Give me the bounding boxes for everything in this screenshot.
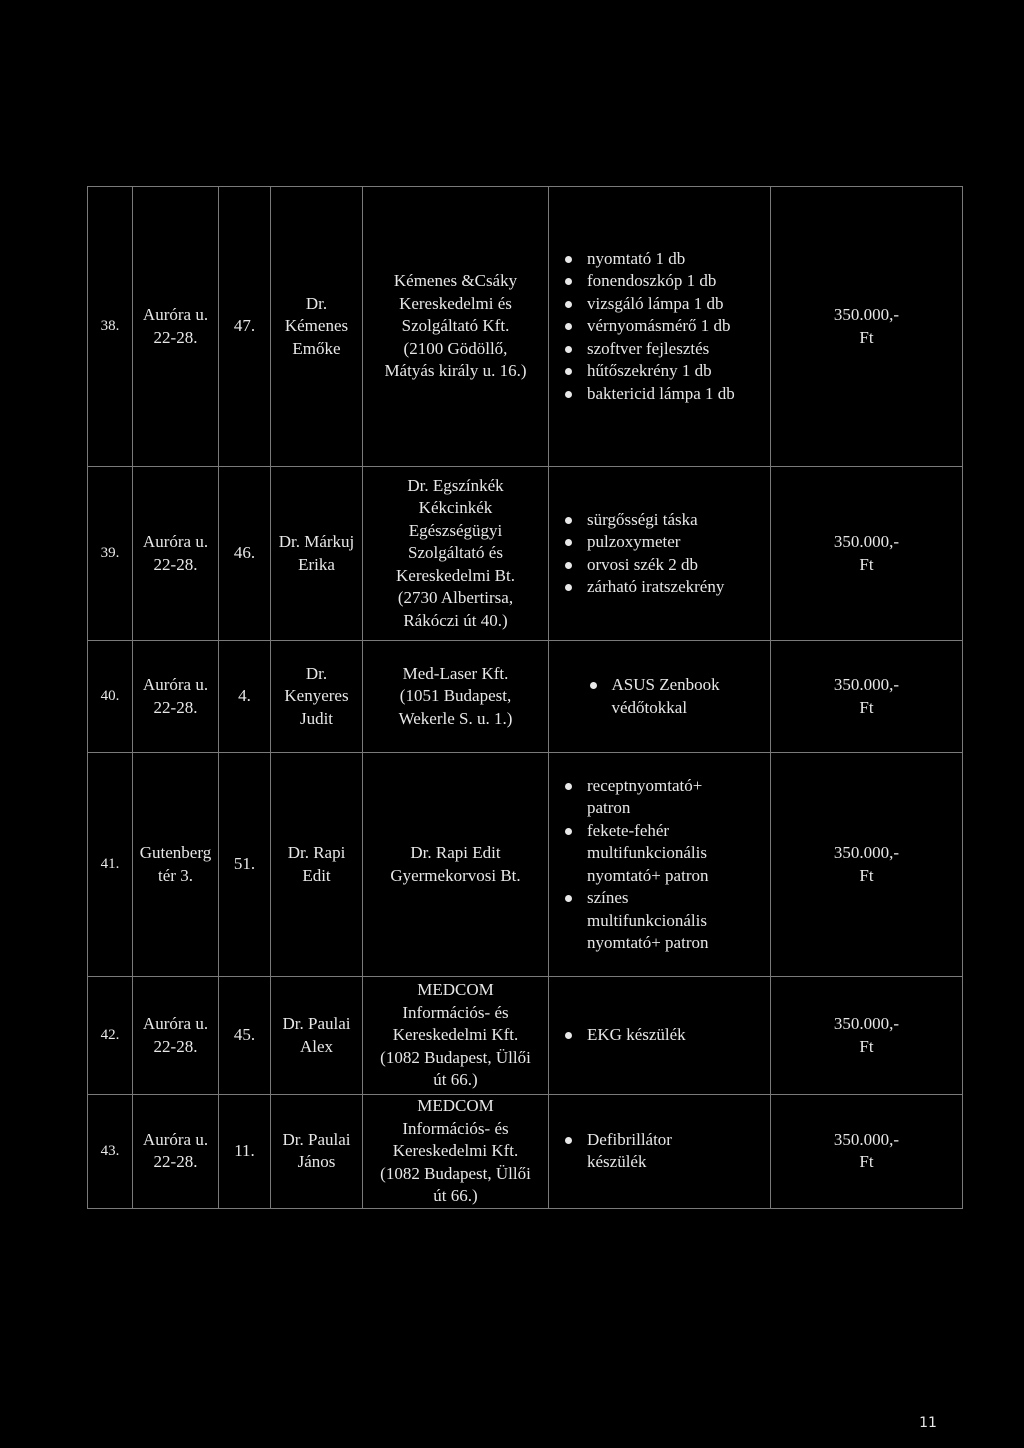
company-line: Információs- és bbox=[402, 1002, 509, 1022]
amount-line: 350.000,- bbox=[833, 1129, 900, 1149]
row-number: 41. bbox=[88, 753, 133, 977]
items-cell bbox=[549, 187, 771, 467]
address-cell bbox=[133, 641, 219, 753]
list-item: orvosi szék 2 db bbox=[587, 554, 737, 577]
address-line: 22-28. bbox=[153, 1152, 198, 1172]
company-cell bbox=[363, 1095, 549, 1209]
item-list bbox=[553, 248, 766, 406]
address-cell bbox=[133, 1095, 219, 1209]
amount-line: 350.000,- bbox=[833, 843, 900, 862]
items-cell bbox=[549, 467, 771, 641]
list-item: Defibrillátor készülék bbox=[587, 1129, 717, 1174]
list-item: fekete-fehér multifunkcionális nyomtató+ patron bbox=[587, 820, 747, 888]
company-line: (1082 Budapest, Üllői bbox=[380, 1047, 531, 1067]
list-item: pulzoxymeter bbox=[587, 531, 737, 554]
amount-line: Ft bbox=[859, 865, 874, 885]
list-item: szoftver fejlesztés bbox=[587, 338, 766, 361]
company-line: Egészségügyi bbox=[408, 520, 503, 540]
doctor-name-line: Dr. bbox=[305, 663, 328, 683]
company-cell bbox=[363, 187, 549, 467]
address-line: 22-28. bbox=[153, 327, 198, 347]
doctor-name-line: Erika bbox=[298, 554, 335, 574]
address-line: Gutenberg bbox=[139, 843, 212, 862]
doctor-name-line: Kémenes bbox=[284, 316, 349, 336]
company-line: MEDCOM bbox=[417, 980, 494, 1000]
doctor-cell bbox=[271, 977, 363, 1095]
row-number: 38. bbox=[88, 187, 133, 467]
list-item: vérnyomásmérő 1 db bbox=[587, 315, 766, 338]
doctor-name-line: János bbox=[297, 1152, 336, 1172]
doctor-name-line: Dr. Márkuj bbox=[278, 532, 355, 551]
company-line: út 66.) bbox=[433, 1070, 478, 1090]
company-line: (2100 Gödöllő, bbox=[403, 338, 508, 358]
company-line: Kékcinkék bbox=[418, 498, 493, 518]
address-line: Auróra u. bbox=[142, 532, 209, 551]
page-number: 11 bbox=[919, 1415, 937, 1431]
company-line: Gyermekorvosi Bt. bbox=[390, 865, 521, 885]
table-row bbox=[88, 1095, 963, 1209]
amount-cell bbox=[771, 753, 963, 977]
company-line: Kereskedelmi Kft. bbox=[392, 1025, 519, 1045]
doctor-name-line: Dr. Paulai bbox=[282, 1014, 351, 1033]
items-cell bbox=[549, 1095, 771, 1209]
amount-line: Ft bbox=[859, 327, 874, 347]
items-cell bbox=[549, 977, 771, 1095]
item-list bbox=[553, 1024, 766, 1047]
items-cell bbox=[549, 753, 771, 977]
doctor-name-line: Edit bbox=[302, 865, 331, 885]
table-row bbox=[88, 753, 963, 977]
amount-line: 350.000,- bbox=[833, 532, 900, 551]
row-number: 42. bbox=[88, 977, 133, 1095]
address-line: Auróra u. bbox=[142, 675, 209, 694]
list-item: baktericid lámpa 1 db bbox=[587, 383, 766, 406]
amount-line: Ft bbox=[859, 1036, 874, 1056]
address-cell bbox=[133, 187, 219, 467]
company-line: Kereskedelmi Bt. bbox=[396, 565, 515, 585]
address-line: Auróra u. bbox=[142, 305, 209, 324]
item-list bbox=[553, 775, 747, 955]
address-line: 22-28. bbox=[153, 697, 198, 717]
amount-cell bbox=[771, 641, 963, 753]
company-line: (2730 Albertirsa, bbox=[397, 588, 514, 608]
table-row bbox=[88, 467, 963, 641]
list-item: színes multifunkcionális nyomtató+ patron bbox=[587, 887, 747, 955]
doctor-name-line: Emőke bbox=[292, 338, 341, 358]
doctor-name-line: Dr. Paulai bbox=[282, 1129, 351, 1149]
company-line: Kémenes &Csáky bbox=[393, 271, 518, 291]
company-line: Információs- és bbox=[402, 1118, 509, 1138]
amount-cell bbox=[771, 977, 963, 1095]
district-cell: 47. bbox=[219, 187, 271, 467]
item-list bbox=[553, 1129, 717, 1174]
company-line: Kereskedelmi Kft. bbox=[392, 1141, 519, 1160]
district-cell: 45. bbox=[219, 977, 271, 1095]
list-item: ASUS Zenbook védőtokkal bbox=[612, 674, 742, 719]
table-body bbox=[88, 187, 963, 1209]
company-line: út 66.) bbox=[433, 1186, 478, 1205]
company-line: Mátyás király u. 16.) bbox=[384, 361, 527, 381]
address-cell bbox=[133, 753, 219, 977]
doctor-cell bbox=[271, 641, 363, 753]
list-item: fonendoszkóp 1 db bbox=[587, 270, 766, 293]
district-cell: 51. bbox=[219, 753, 271, 977]
grant-table bbox=[87, 186, 963, 1209]
doctor-cell bbox=[271, 187, 363, 467]
doctor-cell bbox=[271, 1095, 363, 1209]
address-cell bbox=[133, 467, 219, 641]
address-line: 22-28. bbox=[153, 1036, 198, 1056]
list-item: EKG készülék bbox=[587, 1024, 766, 1047]
list-item: sürgősségi táska bbox=[587, 509, 737, 532]
amount-line: Ft bbox=[859, 554, 874, 574]
company-line: Szolgáltató Kft. bbox=[401, 316, 510, 336]
company-cell bbox=[363, 753, 549, 977]
address-cell bbox=[133, 977, 219, 1095]
list-item: hűtőszekrény 1 db bbox=[587, 360, 766, 383]
company-line: Dr. Rapi Edit bbox=[410, 843, 501, 862]
item-list bbox=[553, 509, 737, 599]
amount-line: Ft bbox=[859, 1152, 874, 1172]
doctor-name-line: Alex bbox=[299, 1036, 334, 1056]
address-line: 22-28. bbox=[153, 554, 198, 574]
amount-line: 350.000,- bbox=[833, 675, 900, 694]
company-line: Kereskedelmi és bbox=[399, 293, 512, 313]
company-cell bbox=[363, 641, 549, 753]
company-cell bbox=[363, 977, 549, 1095]
list-item: nyomtató 1 db bbox=[587, 248, 766, 271]
items-cell bbox=[549, 641, 771, 753]
list-item: receptnyomtató+ patron bbox=[587, 775, 747, 820]
doctor-name-line: Dr. Rapi bbox=[287, 843, 346, 862]
company-line: Rákóczi út 40.) bbox=[403, 610, 508, 630]
address-line: Auróra u. bbox=[142, 1014, 209, 1033]
doctor-name-line: Dr. bbox=[305, 293, 328, 313]
amount-line: Ft bbox=[859, 697, 874, 717]
list-item: zárható iratszekrény bbox=[587, 576, 737, 599]
company-line: (1082 Budapest, Üllői bbox=[380, 1163, 531, 1183]
amount-cell bbox=[771, 187, 963, 467]
company-line: Wekerle S. u. 1.) bbox=[398, 708, 513, 728]
row-number: 43. bbox=[88, 1095, 133, 1209]
row-number: 40. bbox=[88, 641, 133, 753]
amount-cell bbox=[771, 467, 963, 641]
company-line: MEDCOM bbox=[417, 1096, 494, 1115]
list-item: vizsgáló lámpa 1 db bbox=[587, 293, 766, 316]
doctor-cell bbox=[271, 467, 363, 641]
row-number: 39. bbox=[88, 467, 133, 641]
company-cell bbox=[363, 467, 549, 641]
company-line: (1051 Budapest, bbox=[399, 686, 512, 706]
address-line: tér 3. bbox=[158, 865, 193, 885]
doctor-name-line: Kenyeres bbox=[284, 686, 349, 706]
address-line: Auróra u. bbox=[142, 1129, 209, 1149]
company-line: Med-Laser Kft. bbox=[402, 663, 509, 683]
amount-line: 350.000,- bbox=[833, 305, 900, 324]
table-row bbox=[88, 187, 963, 467]
district-cell: 46. bbox=[219, 467, 271, 641]
table-row bbox=[88, 641, 963, 753]
district-cell: 4. bbox=[219, 641, 271, 753]
amount-cell bbox=[771, 1095, 963, 1209]
amount-line: 350.000,- bbox=[833, 1014, 900, 1033]
company-line: Szolgáltató és bbox=[408, 543, 503, 563]
item-list bbox=[578, 674, 742, 719]
doctor-name-line: Judit bbox=[299, 708, 334, 728]
company-line: Dr. Egszínkék bbox=[407, 475, 504, 495]
district-cell: 11. bbox=[219, 1095, 271, 1209]
table-row bbox=[88, 977, 963, 1095]
doctor-cell bbox=[271, 753, 363, 977]
